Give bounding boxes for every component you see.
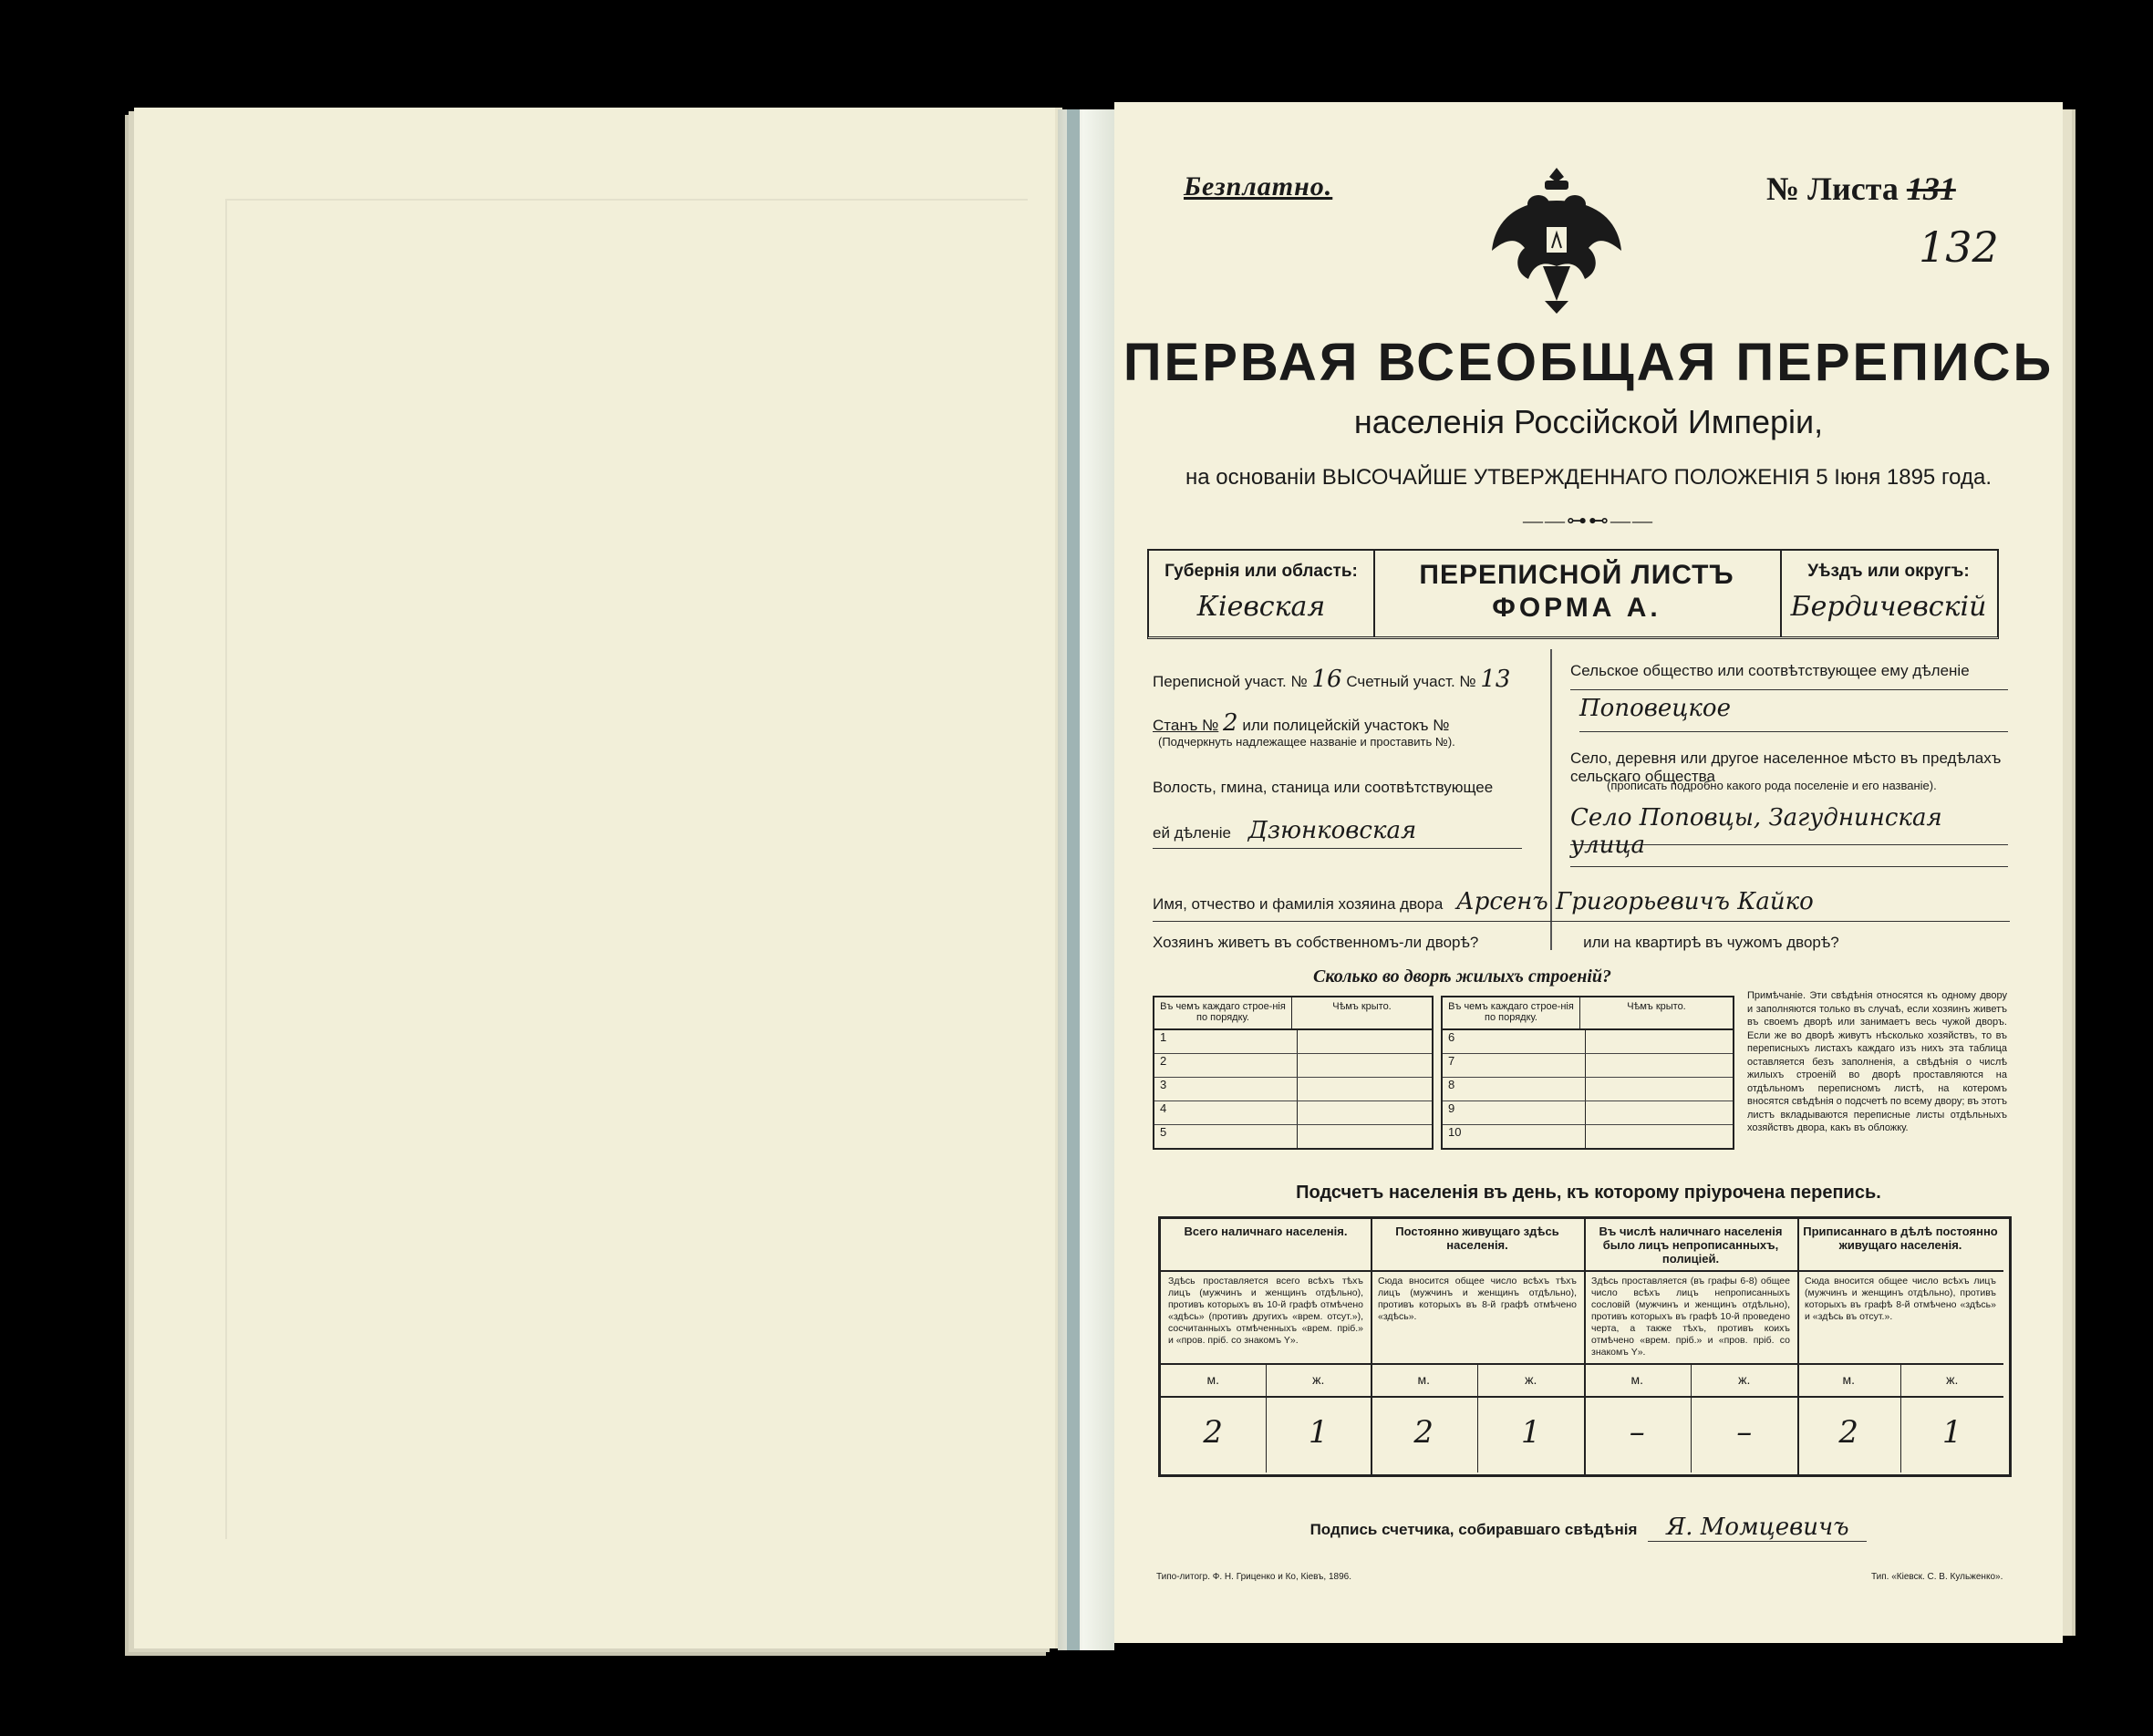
gubernia-label: Губернія или область: — [1164, 562, 1358, 581]
table-row — [1154, 1030, 1432, 1054]
signature-row — [1114, 1514, 2063, 1542]
row-number: 2 — [1154, 1054, 1298, 1077]
buildings-question: Сколько во дворѣ жилыхъ строеній? — [1313, 966, 1612, 987]
village-label: Село, деревня или другое населенное мѣсто въ предѣлахъ сельскаго общества — [1570, 749, 2002, 785]
sex-header-row — [1371, 1365, 1584, 1398]
signature-label: Подпись счетчика, собиравшаго свѣдѣнія — [1309, 1521, 1638, 1538]
table-row — [1154, 1101, 1432, 1125]
table-row — [1443, 1078, 1733, 1101]
male-header: м. — [1371, 1365, 1478, 1396]
population-table — [1158, 1216, 2012, 1477]
table-row — [1154, 1125, 1432, 1148]
gubernia-cell — [1149, 551, 1375, 636]
form-header-band — [1147, 549, 1999, 639]
value-row — [1371, 1398, 1584, 1472]
lives-own-label: Хозяинъ живетъ въ собственномъ-ли дворѣ? — [1153, 934, 1479, 951]
volost-label: Волость, гмина, станица или соотвѣтствующее — [1153, 779, 1494, 796]
lives-other-label: или на квартирѣ въ чужомъ дворѣ? — [1583, 934, 1839, 951]
right-page-edge — [2063, 109, 2072, 1636]
uezd-cell — [1780, 551, 1997, 636]
uezd-label: Уѣздъ или округъ: — [1807, 562, 1970, 581]
count-district-value: 13 — [1480, 666, 1511, 693]
row-number: 10 — [1443, 1125, 1586, 1148]
row-number: 9 — [1443, 1101, 1586, 1124]
row-number: 7 — [1443, 1054, 1586, 1077]
gubernia-value: Кіевская — [1196, 591, 1326, 623]
sheet-number-handwritten: 132 — [1919, 222, 1999, 272]
buildings-note: Примѣчаніе. Эти свѣдѣнія относятся къ одному двору и заполняются только въ случаѣ, если хозяинъ живетъ въ своемъ дворѣ или занимаетъ весь чужой дворъ. Если же во дворѣ живутъ нѣсколько хозяйствъ, то въ переписныхъ листахъ каждаго изъ нихъ эта таблица оставляется безъ заполненія, а свѣдѣнія о числѣ жилыхъ строеній во дворѣ проставляются на отдѣльномъ переписномъ листѣ, на котеромъ вносятся свѣдѣнія о подсчетѣ по всему двору; въ этотъ листъ вкладываются переписные листы отдѣльныхъ хозяйствъ двора, какъ въ обложку. — [1747, 990, 2007, 1133]
male-header: м. — [1584, 1365, 1692, 1396]
census-district-value: 16 — [1311, 666, 1342, 693]
sheet-number-struck: 131 — [1906, 170, 1956, 207]
census-form-page — [1114, 102, 2063, 1643]
population-group-resident — [1371, 1219, 1586, 1474]
population-group-registered — [1797, 1219, 2003, 1474]
female-header: ж. — [1312, 1372, 1325, 1387]
society-label: Сельское общество или соотвѣтствующее ему дѣленіе — [1570, 662, 2008, 690]
group-heading: Приписаннаго в дѣлѣ постоянно живущаго населенія. — [1797, 1219, 2003, 1272]
female-value: 1 — [1308, 1414, 1329, 1451]
female-value: – — [1736, 1414, 1753, 1451]
row-number: 5 — [1154, 1125, 1298, 1148]
group-heading: Постоянно живущаго здѣсь населенія. — [1371, 1219, 1584, 1272]
stan-line — [1153, 709, 1536, 737]
residence-line — [1153, 934, 2010, 952]
census-title: ПЕРВАЯ ВСЕОБЩАЯ ПЕРЕПИСЬ — [1123, 333, 2055, 392]
left-page — [134, 108, 1055, 1648]
value-row — [1161, 1398, 1371, 1472]
male-header: м. — [1797, 1365, 1901, 1396]
police-label: или полицейскій участокъ № — [1242, 717, 1450, 734]
population-group-present — [1161, 1219, 1372, 1474]
male-header: м. — [1161, 1365, 1267, 1396]
form-title: ФОРМА А. — [1492, 593, 1661, 623]
table-row — [1443, 1125, 1733, 1148]
group-description: Здѣсь проставляется (въ графы 6-8) общее число всѣхъ лицъ непрописанныхъ сословій (мужчинъ и женщинъ отдѣльно), противъ которыхъ въ графѣ 10-й проведено черта, а также тѣхъ, противъ коихъ отмѣчено «врем. пріб.» и «пров. пріб. со знакомъ Y». — [1584, 1272, 1797, 1365]
printer-imprint-left: Типо-литогр. Ф. Н. Гриценко и Ко, Кіевъ, 1896. — [1156, 1572, 1351, 1582]
male-value: 2 — [1797, 1398, 1901, 1472]
basis-date: 5 Іюня 1895 года. — [1816, 465, 1993, 490]
male-value: – — [1584, 1398, 1692, 1472]
owner-name-label: Имя, отчество и фамилія хозяина двора — [1153, 895, 1444, 913]
row-number: 8 — [1443, 1078, 1586, 1100]
female-value: 1 — [1520, 1414, 1541, 1451]
village-value: Село Поповцы, Загуднинская улица — [1570, 804, 2008, 845]
table-row — [1443, 1101, 1733, 1125]
buildings-table-header — [1443, 997, 1733, 1030]
sex-header-row — [1584, 1365, 1797, 1398]
value-row — [1797, 1398, 2003, 1472]
village-extra-line — [1570, 850, 2008, 867]
ornament-divider: ——⊶⊷—— — [1523, 509, 1654, 532]
volost-line — [1153, 817, 1522, 849]
volost-value: Дзюнковская — [1247, 817, 1417, 844]
group-heading: Всего наличнаго населенія. — [1161, 1219, 1371, 1272]
census-subtitle: населенія Россійской Имперіи, — [1353, 403, 1824, 440]
male-value: 2 — [1161, 1398, 1267, 1472]
row-number: 4 — [1154, 1101, 1298, 1124]
book-gutter — [1058, 109, 1114, 1650]
owner-name-value: Арсенъ Григорьевичъ Кайко — [1456, 888, 1814, 915]
free-label: Безплатно. — [1184, 171, 1333, 202]
population-group-unregistered — [1584, 1219, 1799, 1474]
group-description: Сюда вносится общее число всѣхъ лицъ (мужчинъ и женщинъ отдѣльно), противъ которыхъ въ графѣ 8-й отмѣчено «здѣсь» и «здѣсь въ отсут.». — [1797, 1272, 2003, 1365]
group-description: Здѣсь проставляется всего всѣхъ тѣхъ лицъ (мужчинъ и женщинъ отдѣльно), противъ которыхъ въ 10-й графѣ отмѣчено «здѣсь» (противъ другихъ «врем. отсут.»), сосчитанныхъ отмѣченныхъ «врем. пріб.» и «пров. пріб. со знакомъ Y». — [1161, 1272, 1371, 1365]
sheet-title: ПЕРЕПИСНОЙ ЛИСТЪ — [1419, 560, 1734, 590]
female-header: ж. — [1946, 1372, 1959, 1387]
row-number: 6 — [1443, 1030, 1586, 1053]
sheet-number — [1766, 170, 1956, 208]
buildings-table-right — [1441, 996, 1734, 1150]
col-material-header: Чѣмъ крыто. — [1627, 1001, 1686, 1012]
basis-prefix: на основаніи — [1185, 465, 1317, 490]
table-row — [1443, 1054, 1733, 1078]
stan-value: 2 — [1223, 709, 1238, 737]
buildings-table-header — [1154, 997, 1432, 1030]
imperial-eagle-emblem — [1488, 164, 1625, 319]
buildings-table-left — [1153, 996, 1434, 1150]
female-value: 1 — [1941, 1414, 1962, 1451]
basis-caps: ВЫСОЧАЙШЕ УТВЕРЖДЕННАГО ПОЛОЖЕНІЯ — [1321, 465, 1810, 490]
row-number: 3 — [1154, 1078, 1298, 1100]
population-title: Подсчетъ населенія въ день, къ которому пріурочена перепись. — [1296, 1183, 1881, 1203]
census-basis — [1114, 465, 2063, 491]
police-note: (Подчеркнуть надлежащее названіе и проставить №). — [1158, 735, 1455, 749]
count-district-label: Счетный участ. № — [1346, 673, 1476, 690]
female-header: ж. — [1525, 1372, 1537, 1387]
col-number-header: Въ чемъ каждаго строе-нія по порядку. — [1154, 997, 1292, 1028]
sex-header-row — [1797, 1365, 2003, 1398]
owner-line — [1153, 888, 2010, 922]
district-line — [1153, 666, 1536, 693]
group-description: Сюда вносится общее число всѣхъ тѣхъ лицъ (мужчинъ и женщинъ отдѣльно), противъ которыхъ въ 8-й графѣ отмѣчено «здѣсь». — [1371, 1272, 1584, 1365]
table-row — [1154, 1054, 1432, 1078]
volost-label-2: ей дѣленіе — [1153, 824, 1232, 842]
printer-imprint-right: Тип. «Кіевск. С. В. Кульженко». — [1871, 1572, 2003, 1582]
table-row — [1443, 1030, 1733, 1054]
group-heading: Въ числѣ наличнаго населенія было лицъ непрописанныхъ, полиціей. — [1584, 1219, 1797, 1272]
sheet-number-label: № Листа — [1766, 170, 1899, 207]
binding-ribbon — [1067, 109, 1080, 1650]
sheet-title-cell — [1373, 551, 1782, 636]
female-header: ж. — [1738, 1372, 1751, 1387]
col-number-header: Въ чемъ каждаго строе-нія по порядку. — [1443, 997, 1580, 1028]
table-row — [1154, 1078, 1432, 1101]
left-page-faint-frame — [225, 199, 1028, 1539]
village-note: (прописать подробно какого рода поселеніе и его названіе). — [1607, 779, 1937, 792]
uezd-value: Бердичевскій — [1790, 591, 1987, 623]
sex-header-row — [1161, 1365, 1371, 1398]
value-row — [1584, 1398, 1797, 1472]
male-value: 2 — [1371, 1398, 1478, 1472]
col-material-header: Чѣмъ крыто. — [1332, 1001, 1392, 1012]
society-value: Поповецкое — [1579, 695, 2008, 732]
signature-value: Я. Момцевичъ — [1648, 1514, 1867, 1542]
row-number: 1 — [1154, 1030, 1298, 1053]
census-district-label: Переписной участ. № — [1153, 673, 1308, 690]
stan-label: Станъ № — [1153, 717, 1219, 734]
